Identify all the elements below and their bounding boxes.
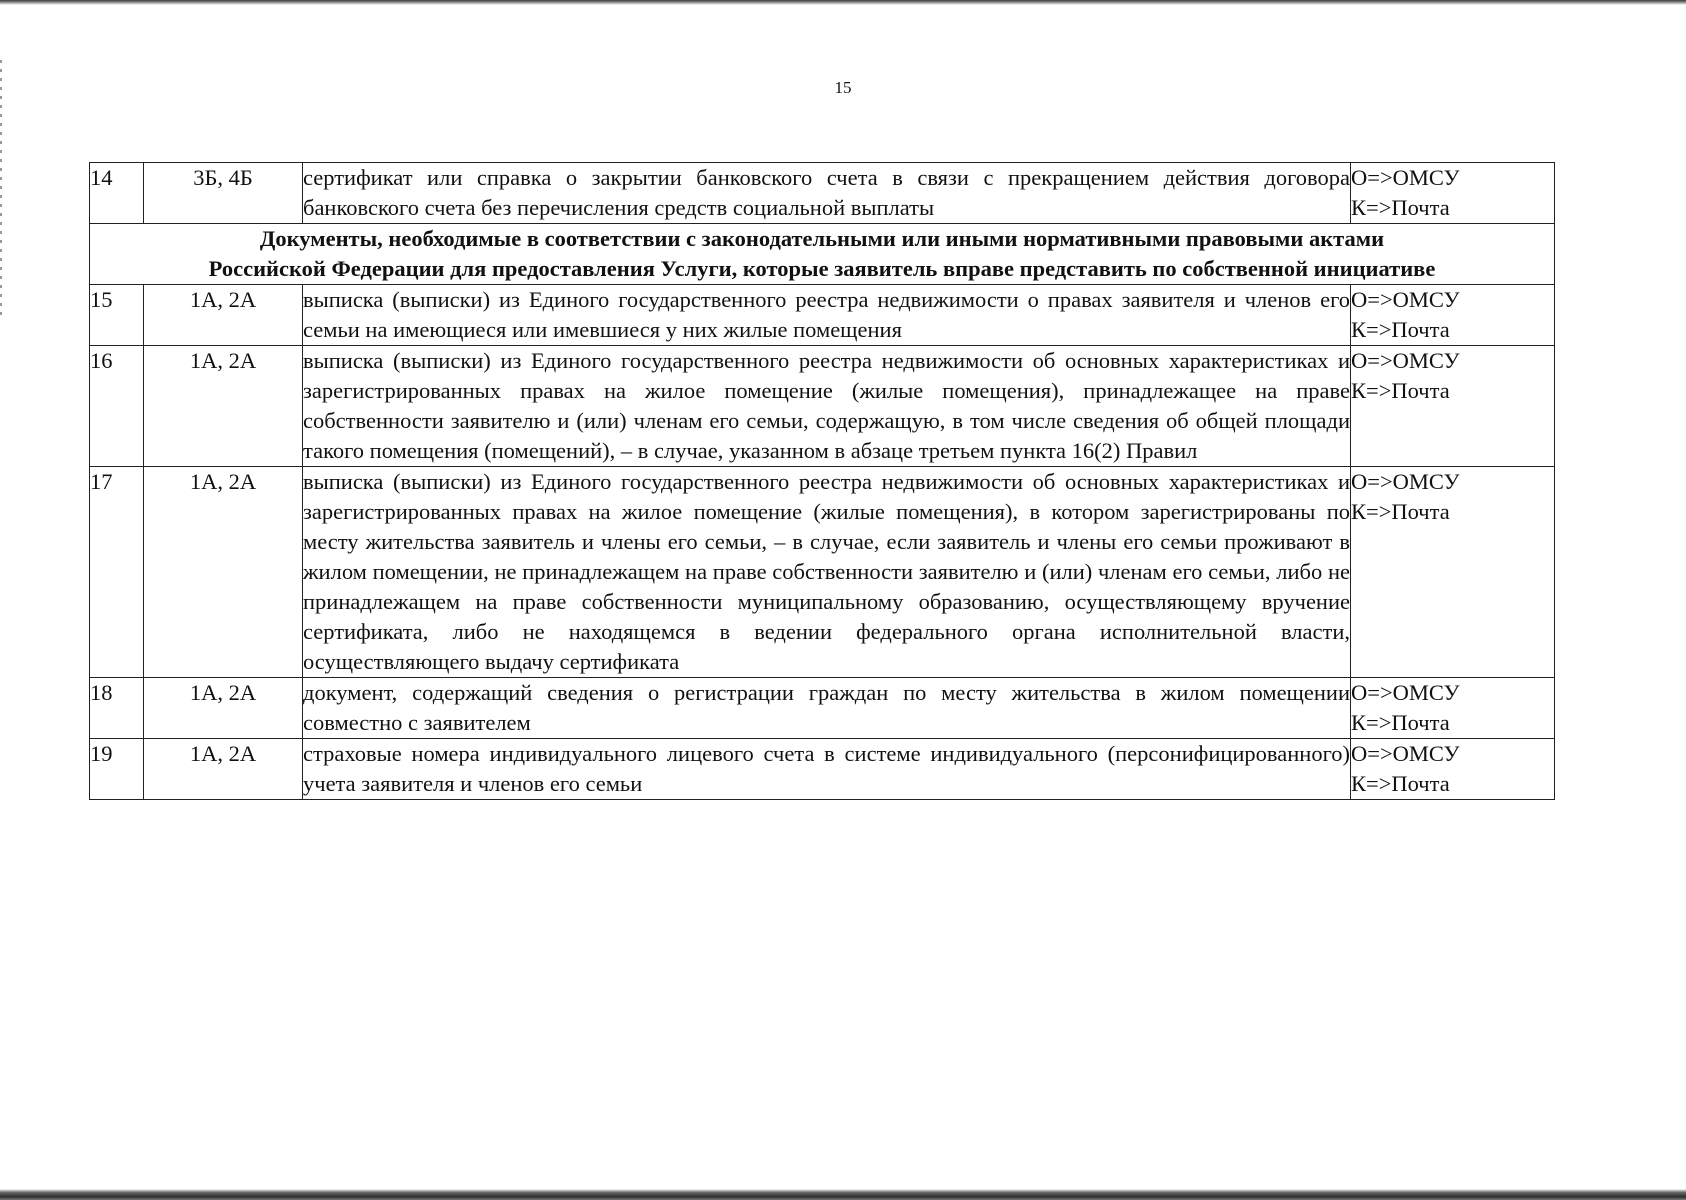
row-description: выписка (выписки) из Единого государственного реестра недвижимости об основных характеристиках и зарегистрированных правах на жилое помещение (жилые помещения), принадлежащее на праве собственности заявителю и (или) членам его семьи, содержащую, в том числе сведения об общей площади такого помещения (помещений), – в случае, указанном в абзаце третьем пункта 16(2) Правил <box>303 346 1351 467</box>
scan-edge-left <box>0 60 2 320</box>
row-route <box>1351 678 1555 739</box>
row-number: 15 <box>90 285 144 346</box>
row-route <box>1351 467 1555 678</box>
scan-edge-bottom <box>0 1189 1686 1200</box>
row-number: 16 <box>90 346 144 467</box>
row-code: 1А, 2А <box>144 739 303 800</box>
route-omsu: О=>ОМСУ <box>1351 348 1460 373</box>
row-code: 1А, 2А <box>144 285 303 346</box>
row-number: 14 <box>90 163 144 224</box>
route-omsu: О=>ОМСУ <box>1351 741 1460 766</box>
row-code: 1А, 2А <box>144 346 303 467</box>
route-post: К=>Почта <box>1351 195 1450 220</box>
row-description: страховые номера индивидуального лицевого счета в системе индивидуального (персонифицированного) учета заявителя и членов его семьи <box>303 739 1351 800</box>
row-description: выписка (выписки) из Единого государственного реестра недвижимости об основных характеристиках и зарегистрированных правах на жилое помещение (жилые помещения), в котором зарегистрированы по месту жительства заявитель и члены его семьи, – в случае, если заявитель и члены его семьи проживают в жилом помещении, не принадлежащем на праве собственности заявителю и (или) членам его семьи, либо не принадлежащем на праве собственности муниципальному образованию, осуществляющему вручение сертификата, либо не находящемся в ведении федерального органа исполнительной власти, осуществляющего выдачу сертификата <box>303 467 1351 678</box>
documents-table <box>89 162 1555 800</box>
table-row <box>90 163 1555 224</box>
row-number: 17 <box>90 467 144 678</box>
table-row <box>90 346 1555 467</box>
table-row <box>90 678 1555 739</box>
route-omsu: О=>ОМСУ <box>1351 469 1460 494</box>
route-omsu: О=>ОМСУ <box>1351 165 1460 190</box>
route-omsu: О=>ОМСУ <box>1351 287 1460 312</box>
route-post: К=>Почта <box>1351 771 1450 796</box>
section-header <box>90 224 1555 285</box>
row-code: 1А, 2А <box>144 678 303 739</box>
route-post: К=>Почта <box>1351 317 1450 342</box>
route-post: К=>Почта <box>1351 499 1450 524</box>
route-post: К=>Почта <box>1351 378 1450 403</box>
row-number: 18 <box>90 678 144 739</box>
row-number: 19 <box>90 739 144 800</box>
row-code: 1А, 2А <box>144 467 303 678</box>
route-post: К=>Почта <box>1351 710 1450 735</box>
table-row <box>90 467 1555 678</box>
section-header-line-2: Российской Федерации для предоставления Услуги, которые заявитель вправе представить по собственной инициативе <box>208 256 1436 281</box>
row-description: документ, содержащий сведения о регистрации граждан по месту жительства в жилом помещении совместно с заявителем <box>303 678 1351 739</box>
row-route <box>1351 346 1555 467</box>
row-code: 3Б, 4Б <box>144 163 303 224</box>
row-route <box>1351 163 1555 224</box>
table-row <box>90 285 1555 346</box>
section-header-row <box>90 224 1555 285</box>
scan-edge-top <box>0 0 1686 5</box>
row-route <box>1351 285 1555 346</box>
page-number: 15 <box>834 78 852 97</box>
row-route <box>1351 739 1555 800</box>
section-header-line-1: Документы, необходимые в соответствии с законодательными или иными нормативными правовыми актами <box>259 226 1385 251</box>
table-row <box>90 739 1555 800</box>
row-description: выписка (выписки) из Единого государственного реестра недвижимости о правах заявителя и членов его семьи на имеющиеся или имевшиеся у них жилые помещения <box>303 285 1351 346</box>
row-description: сертификат или справка о закрытии банковского счета в связи с прекращением действия договора банковского счета без перечисления средств социальной выплаты <box>303 163 1351 224</box>
route-omsu: О=>ОМСУ <box>1351 680 1460 705</box>
